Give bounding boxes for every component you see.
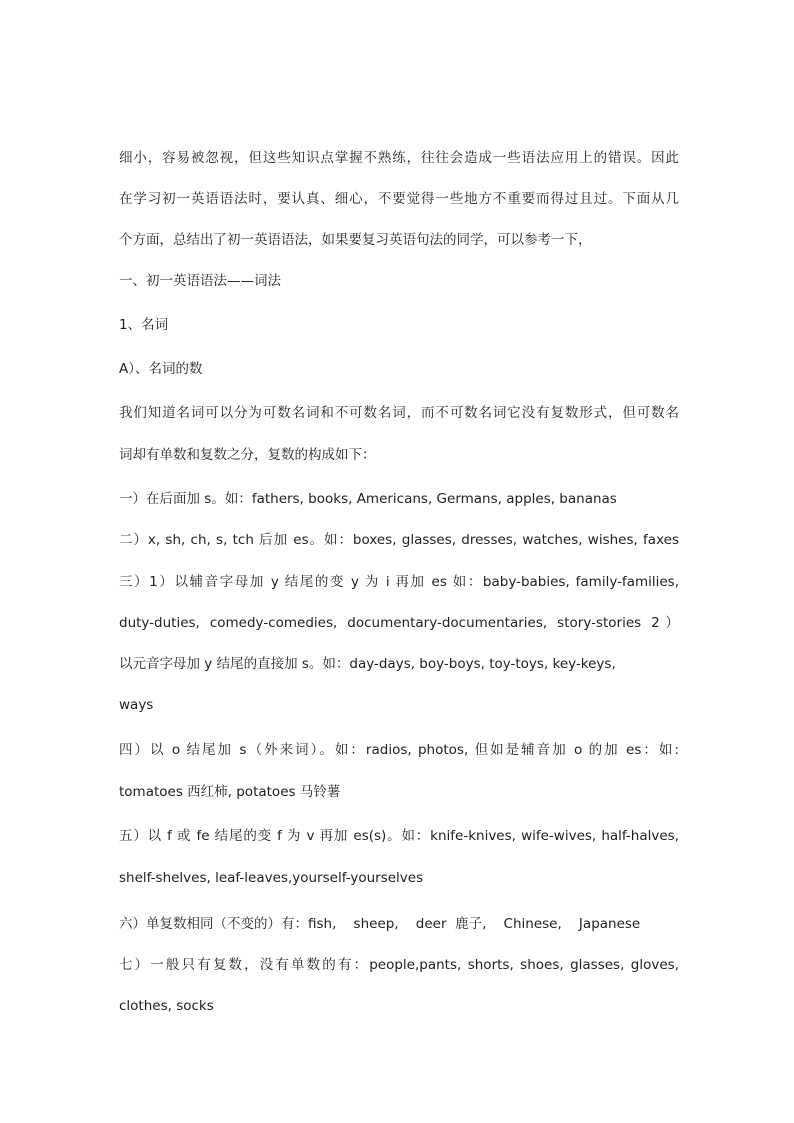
rule-line: 三）1）以辅音字母加 y 结尾的变 y 为 i 再加 es 如：baby-babies, family-families, [119, 574, 679, 590]
paragraph-line: 我们知道名词可以分为可数名词和不可数名词，而不可数名词它没有复数形式，但可数名 [119, 405, 679, 421]
rule-line: 以元音字母加 y 结尾的直接加 s。如：day-days, boy-boys, toy-toys, key-keys, [119, 656, 616, 672]
subsection-heading: 1、名词 [119, 317, 169, 333]
paragraph-line: 词却有单数和复数之分，复数的构成如下： [119, 447, 376, 463]
rule-line: clothes, socks [119, 998, 214, 1014]
subsection-heading: A）、名词的数 [119, 361, 203, 377]
paragraph-line: 在学习初一英语语法时，要认真、细心，不要觉得一些地方不重要而得过且过。下面从几 [119, 191, 679, 207]
paragraph-line: 个方面，总结出了初一英语语法，如果要复习英语句法的同学，可以参考一下， [119, 232, 592, 248]
rule-line: tomatoes 西红柿, potatoes 马铃薯 [119, 784, 341, 800]
rule-line: 七）一般只有复数，没有单数的有：people,pants, shorts, shoes, glasses, gloves, [119, 957, 679, 973]
rule-line: ways [119, 697, 154, 713]
paragraph-line: 细小，容易被忽视，但这些知识点掌握不熟练，往往会造成一些语法应用上的错误。因此 [119, 150, 679, 166]
rule-line: shelf-shelves, leaf-leaves,yourself-yourselves [119, 870, 424, 886]
rule-line: 六）单复数相同（不变的）有：fish, sheep, deer 鹿子, Chinese, Japanese [119, 916, 641, 932]
rule-line: 四）以 o 结尾加 s（外来词）。如：radios, photos, 但如是辅音加 o 的加 es：如: [119, 742, 679, 758]
rule-line: 二）x, sh, ch, s, tch 后加 es。如：boxes, glasses, dresses, watches, wishes, faxes [119, 532, 679, 548]
rule-line: 一）在后面加 s。如：fathers, books, Americans, Germans, apples, bananas [119, 491, 617, 507]
section-heading: 一、初一英语语法——词法 [119, 273, 281, 289]
rule-line: duty-duties, comedy-comedies, documentary-documentaries, story-stories 2） [119, 615, 679, 631]
rule-line: 五）以 f 或 fe 结尾的变 f 为 v 再加 es(s)。如：knife-knives, wife-wives, half-halves, [119, 828, 679, 844]
